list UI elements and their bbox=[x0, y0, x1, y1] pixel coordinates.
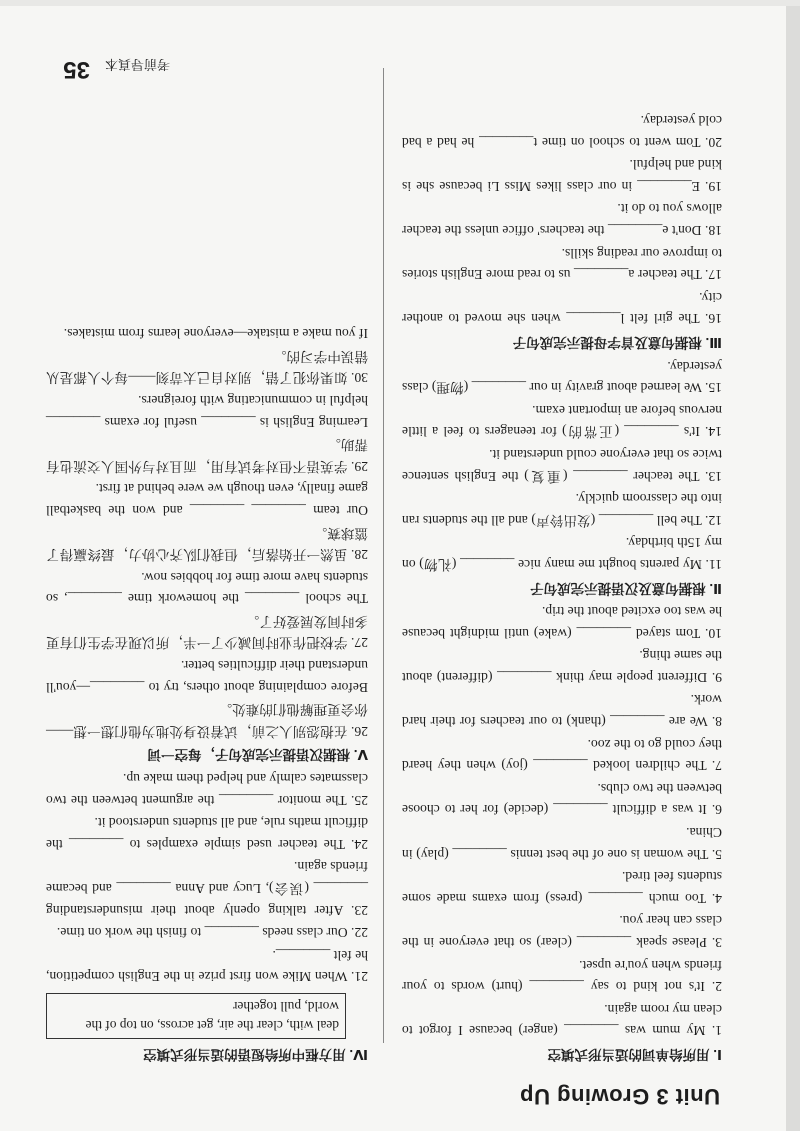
question-30-cn: 30. 如果你犯了错，别对自己太苛刻——每个人都是从错误中学习的。 bbox=[46, 348, 368, 386]
left-column bbox=[402, 108, 722, 1067]
phrase-box: deal with, clear the air, get across, on top of the world, pull together bbox=[46, 993, 346, 1039]
question-2: 2. It's not kind to say ________ (hurt) words to your friends when you're upset. bbox=[402, 957, 722, 995]
page-title: Unit 3 Growing Up bbox=[519, 1084, 720, 1109]
column-divider bbox=[383, 68, 384, 1043]
question-15: 15. We learned about gravity in our ________ (物理) class yesterday. bbox=[402, 358, 722, 396]
question-28-en: Our team ________ ________ and won the basketball game finally, even though we were behind at first. bbox=[46, 481, 368, 518]
section-3-title: Ⅲ. 根据句意及首字母提示完成句子 bbox=[512, 335, 722, 350]
question-22: 22. Our class needs ________ to finish the work on time. bbox=[56, 925, 368, 941]
question-28-cn: 28. 虽然一开始落后，但我们队齐心协力，最终赢得了篮球赛。 bbox=[46, 525, 368, 563]
question-9: 9. Different people may think ________ (different) about the same thing. bbox=[402, 648, 722, 685]
question-14: 14. It's ________ (正常的) for teenagers to feel a little nervous before an important exam. bbox=[402, 402, 722, 440]
question-25: 25. The monitor ________ the argument between the two classmates calmly and helped them make up. bbox=[46, 771, 368, 808]
footer-brand: 考前导真本 bbox=[104, 57, 170, 72]
question-10: 10. Tom stayed ________ (wake) until midnight because he was too excited about the trip. bbox=[402, 604, 722, 641]
section-4-title: Ⅳ. 用方框中所给短语的适当形式填空 bbox=[143, 1047, 368, 1062]
question-19: 19. E________ in our class likes Miss Li because she is kind and helpful. bbox=[402, 157, 722, 194]
section-5-title: Ⅴ. 根据汉语提示完成句子，每空一词 bbox=[147, 747, 368, 763]
question-16: 16. The girl felt l________ when she moved to another city. bbox=[402, 289, 722, 327]
question-29-cn: 29. 学英语不但对考试有用，而且对与外国人交流也有帮助。 bbox=[46, 437, 368, 474]
question-13: 13. The teacher ________ (重复) the English sentence twice so that everyone could understand it. bbox=[402, 446, 722, 484]
question-1: 1. My mum was ________ (anger) because I forgot to clean my room again. bbox=[402, 1001, 722, 1039]
page-number: 35 bbox=[63, 56, 90, 83]
question-24: 24. The teacher used simple examples to ________ the difficult maths rule, and all students understood it. bbox=[46, 815, 368, 852]
question-8: 8. We are ________ (thank) to our teachers for their hard work. bbox=[402, 692, 722, 730]
question-3: 3. Please speak ________ (clear) so that everyone in the class can hear you. bbox=[402, 913, 722, 951]
question-18: 18. Don't e________ the teachers' office unless the teacher allows you to do it. bbox=[402, 201, 722, 239]
question-12: 12. The bell ________ (发出铃声) and all the students ran into the classroom quickly. bbox=[402, 491, 722, 528]
question-21: 21. When Mike won first prize in the English competition, he felt ________. bbox=[46, 947, 368, 985]
question-5: 5. The woman is one of the best tennis ________ (play) in China. bbox=[402, 825, 722, 862]
section-2-title: Ⅱ. 根据句意及汉语提示完成句子 bbox=[530, 580, 722, 596]
question-20: 20. Tom went to school on time t________ he had a bad cold yesterday. bbox=[402, 113, 722, 150]
question-17: 17. The teacher a________ us to read more English stories to improve our reading skills. bbox=[402, 245, 722, 283]
page-footer bbox=[50, 43, 730, 83]
question-30-en: If you make a mistake—everyone learns from mistakes. bbox=[63, 326, 368, 342]
question-6: 6. It was a difficult ________ (decide) for her to choose between the two clubs. bbox=[402, 780, 722, 818]
question-4: 4. Too much ________ (press) from exams made some students feel tired. bbox=[402, 869, 722, 906]
question-11: 11. My parents bought me many nice ________ (礼物) on my 15th birthday. bbox=[402, 535, 722, 572]
right-column bbox=[46, 322, 368, 1067]
question-27-cn: 27. 学校把作业时间减少了一半，所以现在学生们有更多时间发展爱好了。 bbox=[46, 613, 368, 651]
question-29-en: Learning English is ________ useful for exams ________ helpful in communicating with foreigners. bbox=[46, 392, 368, 430]
question-7: 7. The children looked ________ (joy) when they heard they could go to the zoo. bbox=[402, 736, 722, 774]
question-27-en: The school ________ the homework time ________, so students have more time for hobbies now. bbox=[46, 569, 368, 607]
question-26-cn: 26. 在抱怨别人之前，试着设身处地为他们想一想——你会更理解他们的难处。 bbox=[46, 702, 368, 739]
section-1-title: Ⅰ. 用所给单词的适当形式填空 bbox=[547, 1047, 722, 1062]
question-23: 23. After talking openly about their misunderstanding ________ (误会), Lucy and Anna ________ and became friends again. bbox=[46, 859, 368, 918]
question-26-en: Before complaining about others, try to ________—you'll understand their difficulties better. bbox=[46, 658, 368, 695]
